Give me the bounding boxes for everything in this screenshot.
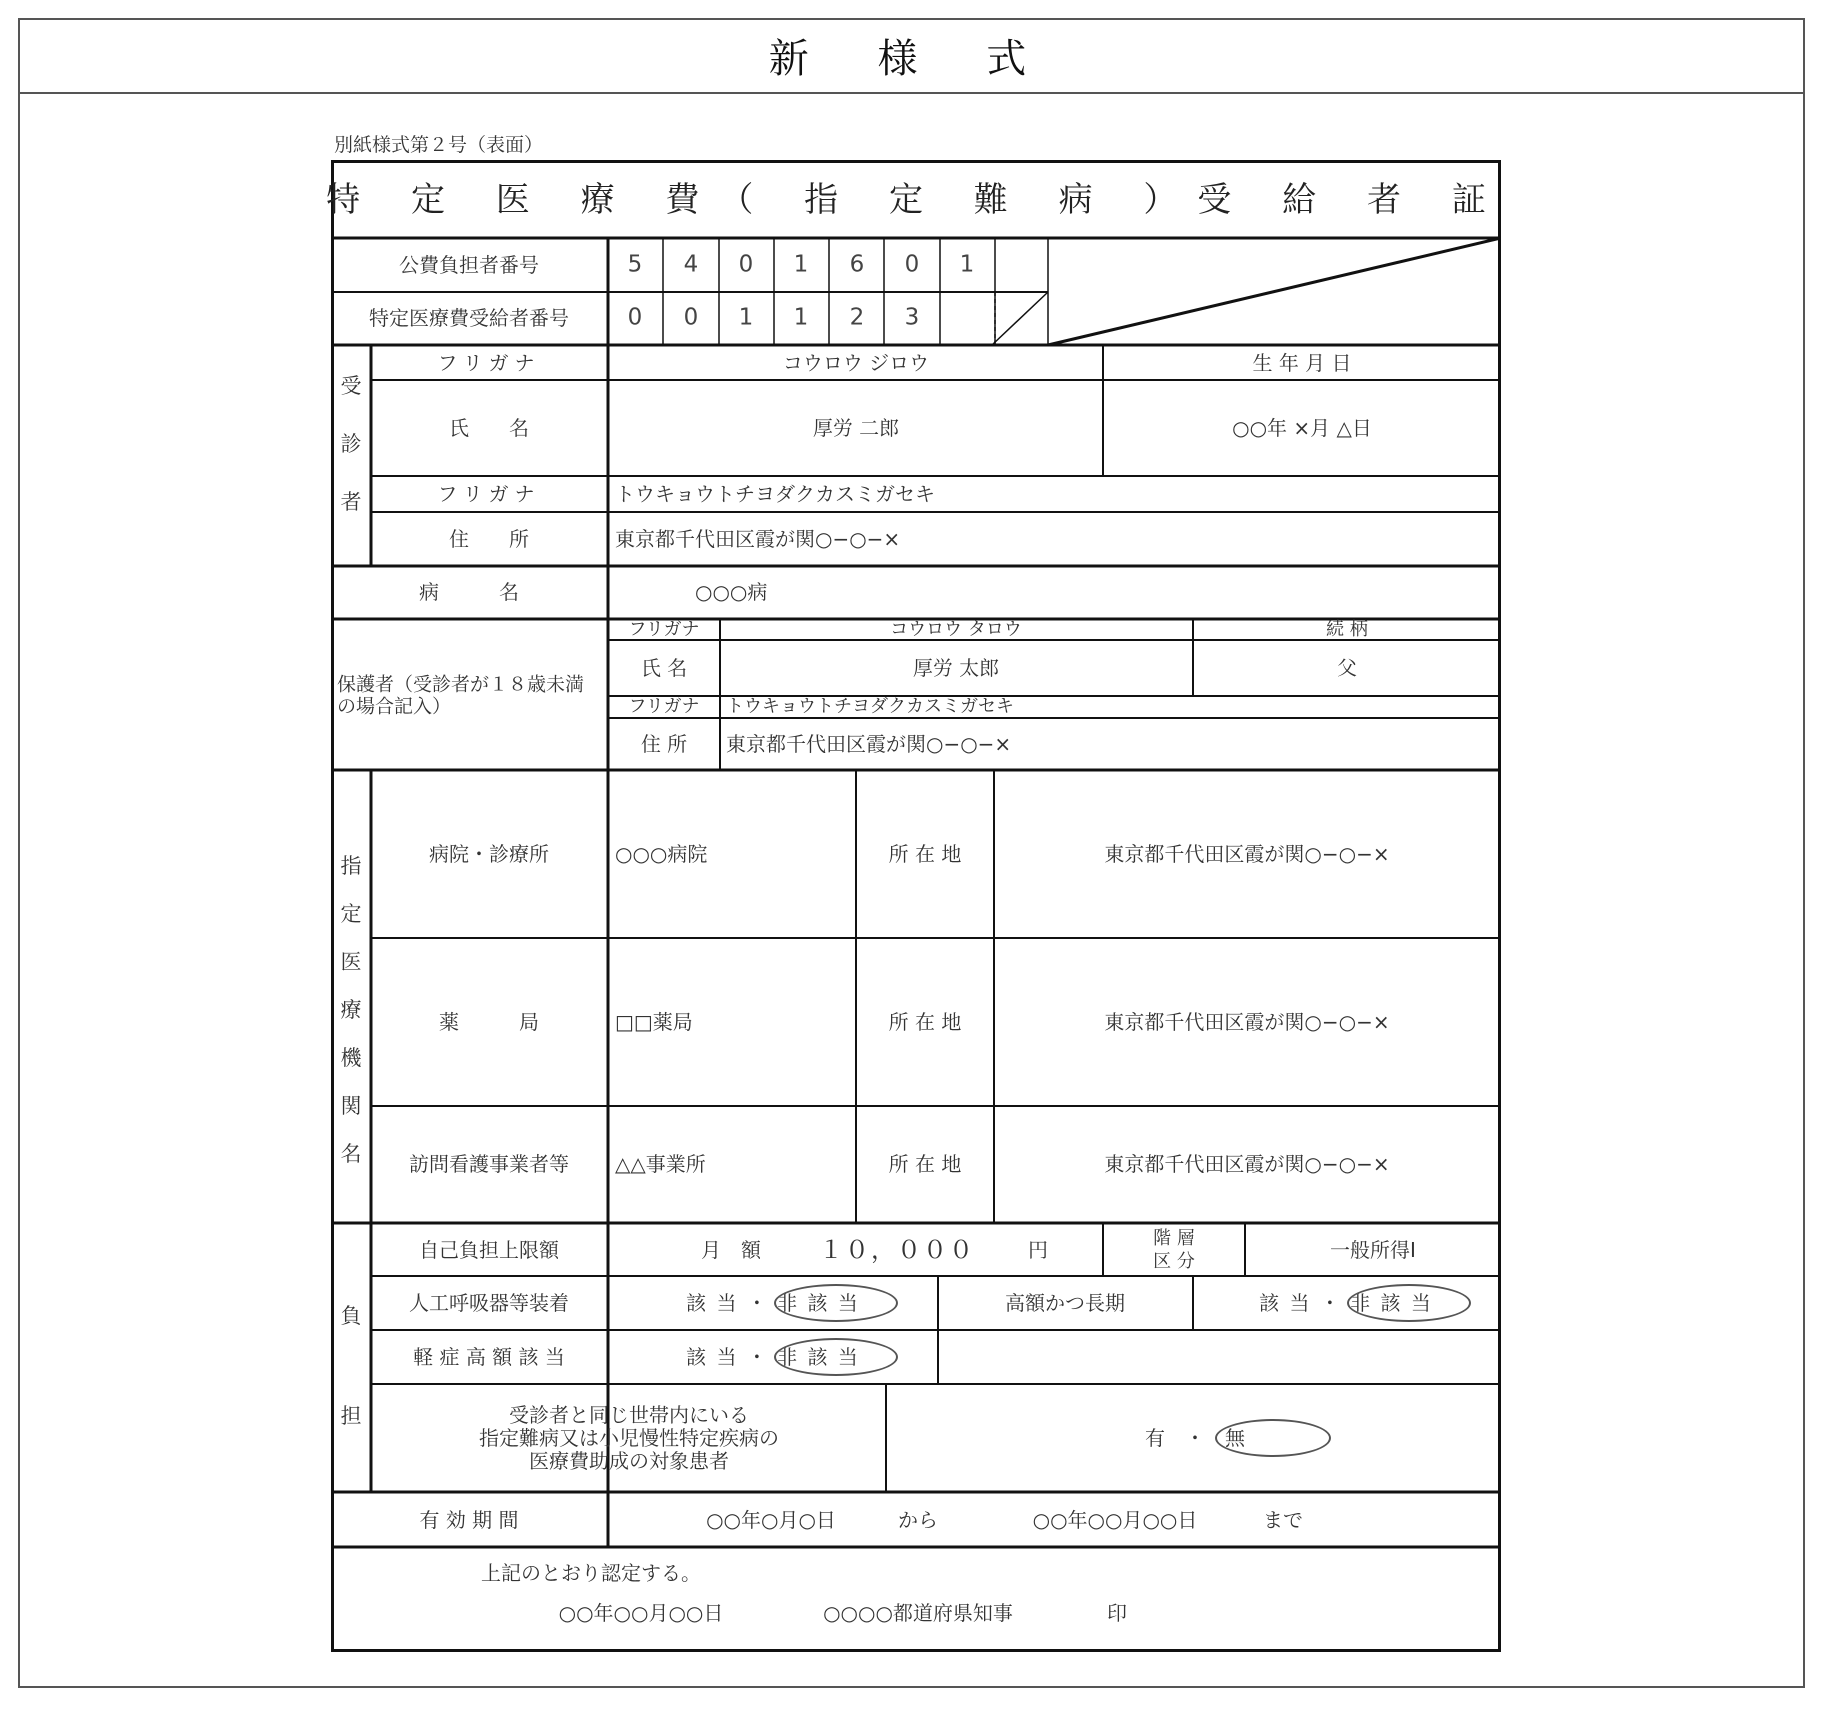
selected-circle [774, 1338, 898, 1376]
institution-name: ○○○病院 [615, 842, 708, 866]
tier-label-1: 階 層 [1153, 1228, 1195, 1249]
location-label: 所 在 地 [888, 842, 962, 866]
certificate-form [326, 160, 1506, 1652]
guardian-label-line1: 保護者（受診者が１８歳未満 [337, 673, 585, 696]
recipient-digit: 2 [849, 304, 865, 331]
institution-section-char: 療 [340, 998, 362, 1022]
guardian-label-line2: の場合記入） [337, 695, 452, 718]
public-payer-digit: 4 [683, 251, 699, 278]
mild-label: 軽 症 高 額 該 当 [413, 1345, 565, 1369]
validity-to: ○○年○○月○○日 [1032, 1508, 1198, 1532]
institution-section-char: 機 [340, 1046, 362, 1070]
address-label: 住 所 [449, 527, 529, 551]
ventilator-value: 該 当 ・ 非 該 当 [686, 1291, 860, 1315]
recipient-digit: 1 [738, 304, 754, 331]
burden-section-label [341, 1300, 362, 1430]
patient-section-char: 者 [340, 490, 362, 514]
form-title: 特 定 医 療 費（ 指 定 難 病 ）受 給 者 証 [326, 180, 1506, 220]
burden-section-char: 担 [340, 1404, 362, 1428]
guardian-furigana-label: フリガナ [628, 619, 700, 640]
institution-section-char: 名 [340, 1142, 362, 1166]
household-line2: 指定難病又は小児慢性特定疾病の [479, 1426, 779, 1450]
guardian-furigana-name: コウロウ タロウ [890, 619, 1022, 640]
recipient-digit: 0 [627, 304, 643, 331]
location-label: 所 在 地 [888, 1010, 962, 1034]
high-long-label: 高額かつ長期 [1005, 1291, 1125, 1315]
guardian-address-label: 住 所 [640, 732, 688, 756]
selected-circle [1347, 1284, 1471, 1322]
public-payer-digit: 0 [904, 251, 920, 278]
tier-label-2: 区 分 [1153, 1251, 1195, 1272]
limit-label: 自己負担上限額 [419, 1238, 559, 1262]
validity-to-word: まで [1263, 1508, 1303, 1532]
pharmacy-location: 東京都千代田区霞が関○−○−× [1104, 1010, 1390, 1034]
patient-name: 厚労 二郎 [812, 416, 900, 440]
institution-section-char: 定 [340, 902, 362, 926]
guardian-address-furigana-label: フリガナ [628, 696, 700, 717]
guardian-address-furigana: トウキョウトチヨダクカスミガセキ [726, 696, 1014, 717]
patient-section-char: 診 [340, 432, 362, 456]
public-payer-digit: 0 [738, 251, 754, 278]
patient-section-label [341, 370, 362, 516]
institution-section-char: 指 [340, 854, 362, 878]
institution-location: 東京都千代田区霞が関○−○−× [1104, 842, 1390, 866]
recipient-number-label: 特定医療費受給者番号 [369, 306, 569, 330]
validity-from-word: から [898, 1508, 938, 1532]
nursing-provider-name: △△事業所 [615, 1152, 706, 1176]
institution-section-char: 医 [340, 950, 362, 974]
selected-circle [1215, 1419, 1331, 1457]
certification-statement: 上記のとおり認定する。 [481, 1561, 701, 1585]
recipient-digit: 0 [683, 304, 699, 331]
location-label: 所 在 地 [888, 1152, 962, 1176]
birth-date: ○○年 ×月 △日 [1232, 416, 1372, 440]
pharmacy-label: 薬 局 [439, 1010, 539, 1034]
household-line3: 医療費助成の対象患者 [529, 1449, 729, 1473]
public-payer-digit: 6 [849, 251, 865, 278]
limit-month: 月 額 [701, 1238, 761, 1262]
form-caption: 別紙様式第２号（表面） [334, 134, 544, 156]
address-furigana-label: フリガナ [437, 482, 541, 506]
mild-value: 該 当 ・ 非 該 当 [686, 1345, 860, 1369]
validity-label: 有 効 期 間 [419, 1508, 519, 1532]
address-furigana: トウキョウトチヨダクカスミガセキ [615, 482, 935, 506]
guardian-name-label: 氏 名 [640, 656, 688, 680]
validity-from: ○○年○月○日 [706, 1508, 836, 1532]
page-header: 新 様 式 [18, 18, 1805, 94]
public-payer-label: 公費負担者番号 [399, 253, 539, 277]
certification-date: ○○年○○月○○日 [558, 1601, 724, 1625]
guardian-name: 厚労 太郎 [912, 656, 1000, 680]
limit-amount: １０，０００ [819, 1236, 975, 1264]
patient-furigana-label: フリガナ [437, 351, 541, 375]
patient-name-label: 氏 名 [449, 416, 529, 440]
public-payer-digit: 1 [793, 251, 809, 278]
high-long-value: 該 当 ・ 非 該 当 [1259, 1291, 1433, 1315]
household-line1: 受診者と同じ世帯内にいる [509, 1403, 749, 1427]
household-value: 有 ・ 無 [1145, 1426, 1245, 1450]
disease-label: 病 名 [419, 580, 519, 604]
public-payer-digit: 1 [959, 251, 975, 278]
ventilator-label: 人工呼吸器等装着 [409, 1291, 569, 1315]
institution-section-label [341, 850, 362, 1168]
guardian-relation: 父 [1337, 656, 1357, 680]
nursing-provider-label: 訪問看護事業者等 [409, 1152, 569, 1176]
guardian-relation-label: 続 柄 [1326, 619, 1368, 640]
birth-date-label: 生 年 月 日 [1252, 351, 1352, 375]
patient-section-char: 受 [340, 374, 362, 398]
nursing-provider-location: 東京都千代田区霞が関○−○−× [1104, 1152, 1390, 1176]
selected-circle [774, 1284, 898, 1322]
burden-section-char: 負 [340, 1304, 362, 1328]
recipient-digit: 3 [904, 304, 920, 331]
public-payer-digit: 5 [627, 251, 643, 278]
seal-mark: 印 [1107, 1601, 1127, 1625]
address: 東京都千代田区霞が関○−○−× [615, 527, 901, 551]
patient-furigana-name: コウロウ ジロウ [782, 351, 930, 375]
guardian-address: 東京都千代田区霞が関○−○−× [726, 732, 1012, 756]
institution-label: 病院・診療所 [429, 842, 549, 866]
recipient-digit: 1 [793, 304, 809, 331]
tier-value: 一般所得Ⅰ [1330, 1238, 1416, 1262]
pharmacy-name: □□薬局 [615, 1010, 693, 1034]
certification-issuer: ○○○○都道府県知事 [823, 1601, 1013, 1625]
institution-section-char: 関 [340, 1094, 362, 1118]
limit-unit: 円 [1028, 1238, 1048, 1262]
disease-name: ○○○病 [695, 580, 768, 604]
